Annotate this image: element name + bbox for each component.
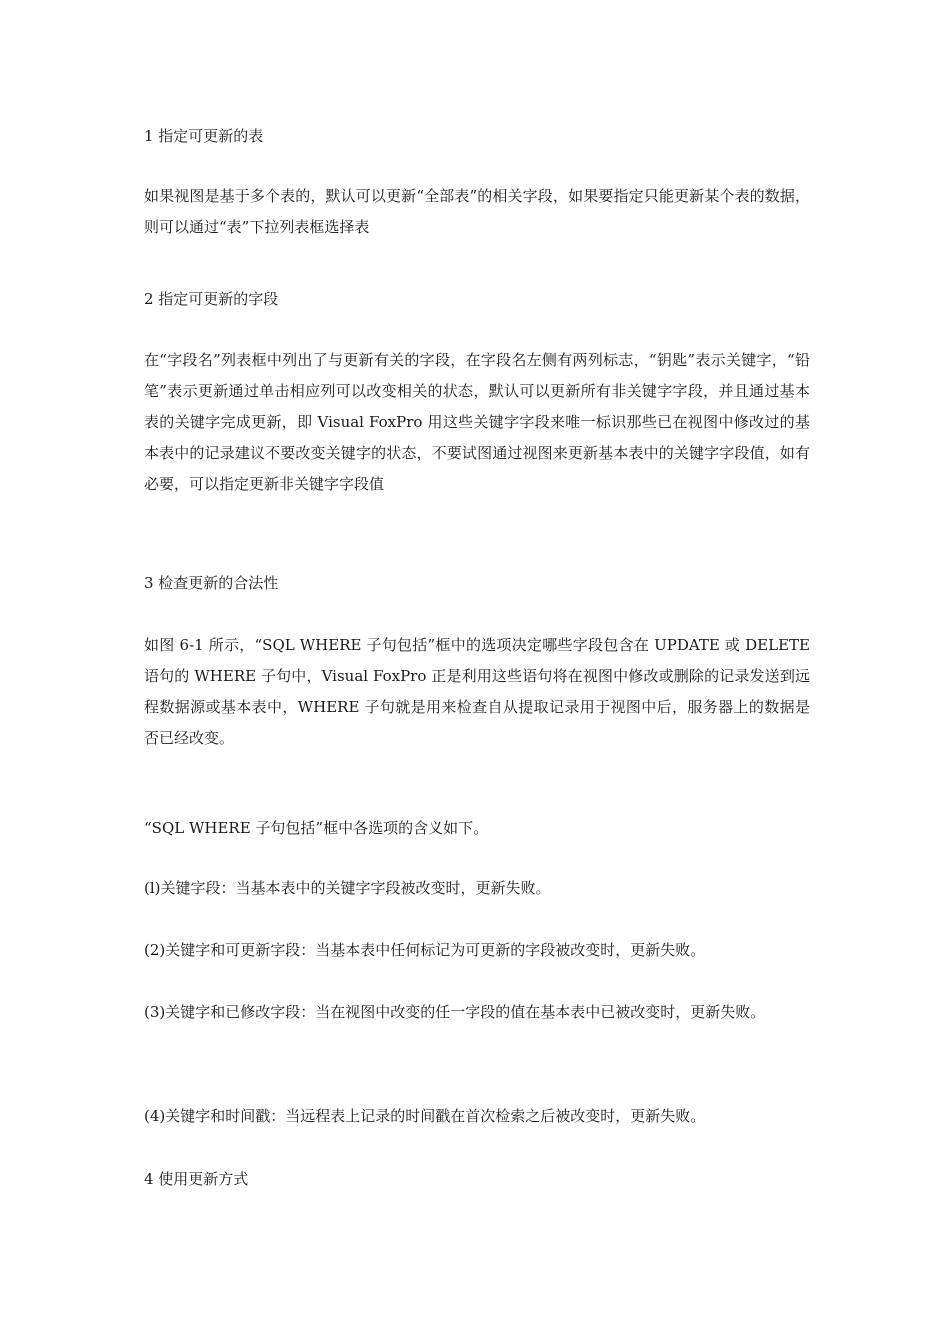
list-item-1: (l)关键字段：当基本表中的关键字字段被改变时，更新失败。 <box>144 879 551 897</box>
paragraph-1: 如果视图是基于多个表的，默认可以更新“全部表”的相关字段，如果要指定只能更新某个表的数据，则可以通过“表”下拉列表框选择表 <box>144 187 810 236</box>
section-heading-3: 3 检查更新的合法性 <box>144 574 279 592</box>
section-heading-4: 4 使用更新方式 <box>144 1170 249 1188</box>
paragraph-3: 如图 6-1 所示，“SQL WHERE 子句包括”框中的选项决定哪些字段包含在 UPDATE 或 DELETE 语句的 WHERE 子句中，Visual FoxPro 正是利用这些语句将在视图中修改或删除的记录发送到远程数据源或基本表中，WHERE 子句就是用来检查自从提取记录用于视图中后，服务器上的数据是否已经改变。 <box>144 636 810 747</box>
list-item-2: (2)关键字和可更新字段：当基本表中任何标记为可更新的字段被改变时，更新失败。 <box>144 941 706 959</box>
list-item-3: (3)关键字和已修改字段：当在视图中改变的任一字段的值在基本表中已被改变时，更新失败。 <box>144 1003 766 1021</box>
section-heading-2: 2 指定可更新的字段 <box>144 290 279 308</box>
paragraph-2: 在“字段名”列表框中列出了与更新有关的字段，在字段名左侧有两列标志，“钥匙”表示关键字，“铅笔”表示更新通过单击相应列可以改变相关的状态，默认可以更新所有非关键字字段，并且通过基本表的关键字完成更新，即 Visual FoxPro 用这些关键字字段来唯一标识那些已在视图中修改过的基本表中的记录建议不要改变关键字的状态，不要试图通过视图来更新基本表中的关键字字段值，如有必要，可以指定更新非关键字字段值 <box>144 351 810 493</box>
paragraph-4: “SQL WHERE 子句包括”框中各选项的含义如下。 <box>144 819 489 837</box>
section-heading-1: 1 指定可更新的表 <box>144 127 264 145</box>
list-item-4: (4)关键字和时间戳：当远程表上记录的时间戳在首次检索之后被改变时，更新失败。 <box>144 1107 706 1125</box>
